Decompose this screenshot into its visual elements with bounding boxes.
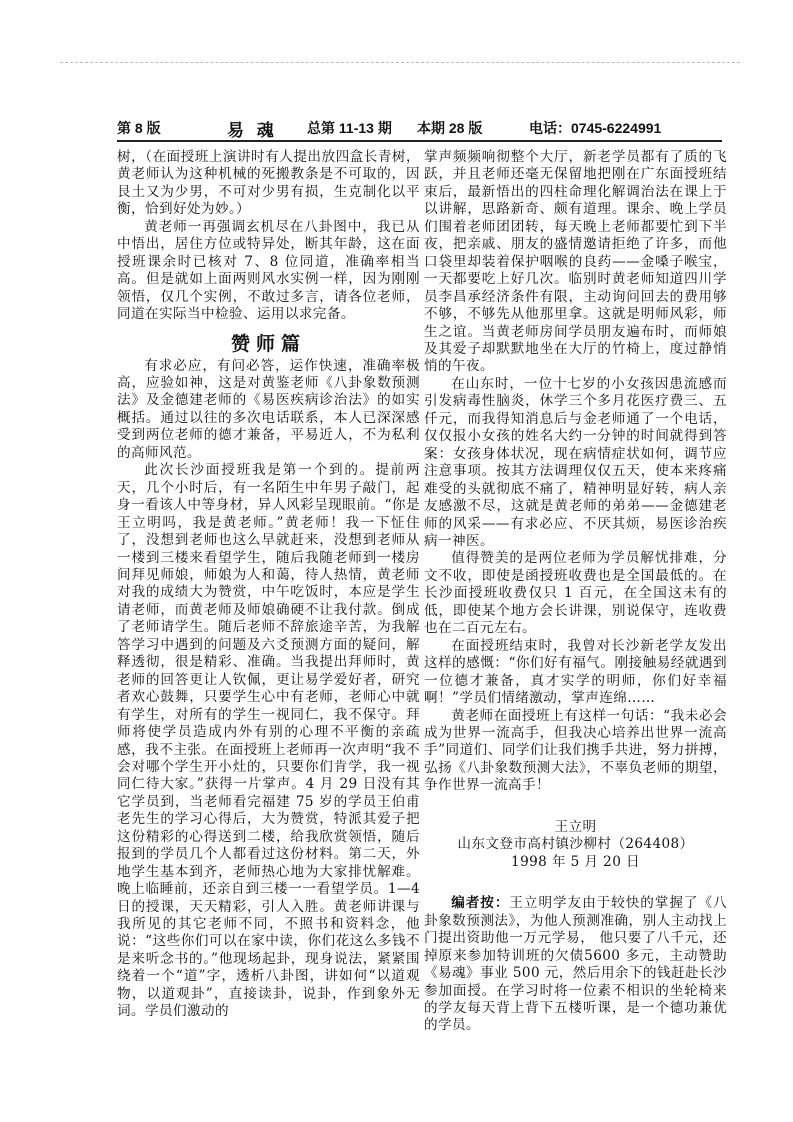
paragraph: 在山东时，一位十七岁的小女孩因患流感而引发病毒性脑炎，休学三个多月花医疗费三、五仟元，而我得知消息后与金老师通了一个电话，仅仅报小女孩的姓名大约一分钟的时间就得到答案：女孩身体状况，现在病情症状如何，调节应注意事项。按其方法调理仅仅五天，使本来疼痛难受的头就彻底不痛了，精神明显好转，病人亲友感激不尽，这就是黄老师的弟弟——金德建老师的风采——有求必应、不厌其烦，易医诊治疾病一神医。: [424, 375, 727, 549]
right-column: [424, 149, 727, 1035]
paragraph: 树，（在面授班上演讲时有人提出放四盒长青树，黄老师认为这种机械的死搬教条是不可取的，因艮土又为少男，不可对少男有损，生克制化以平衡，恰到好处为妙。）: [117, 149, 420, 218]
issue-total: 总第 11-13 期: [307, 120, 392, 136]
paragraph: 在面授班结束时，我曾对长沙新老学友发出这样的感慨：“你们好有福气。刚接触易经就遇到一位德才兼备，真才实学的明师，你们好幸福啊！”学员们情绪激动，掌声连绵……: [424, 637, 727, 707]
paragraph: 黄老师一再强调玄机尽在八卦图中，我已从中悟出，居住方位或特异处，断其年龄，这在面授班课余时已核对 7、8 位同道，准确率相当高。但是就如上面两则风水实例一样，因为刚刚领悟，仅几个实例，不敢过多言，请各位老师，同道在实际当中检验、运用以求完备。: [117, 218, 420, 323]
newspaper-name: 易 魂: [227, 121, 278, 140]
editor-note: [424, 895, 727, 1035]
paragraph: 掌声频频响彻整个大厅，新老学员都有了质的飞跃，并且老师还毫无保留地把刚在广东面授班结束后，最新悟出的四柱命理化解调治法在课上于以讲解，思路新奇、颇有道理。课余、晚上学员们围着老师团团转，每天晚上老师都要忙到下半夜，把亲戚、朋友的盛情邀请拒绝了许多，而他口袋里却装着保护咽喉的良药——金嗓子喉宝，一天都要吃上好几次。临别时黄老师知道四川学员李昌承经济条件有限，主动询问回去的费用够不够，不够先从他那里拿。这就是明师风彩，师生之谊。当黄老师房间学员朋友遍布时，而师娘及其爱子却默默地坐在大厅的竹椅上，度过静悄悄的午夜。: [424, 149, 727, 375]
author-name: 王立明: [554, 818, 597, 835]
paragraph: 此次长沙面授班我是第一个到的。提前两天，几个小时后，有一名陌生中年男子敲门，起身一看该人中等身材，异人风彩呈现眼前。“你是王立明吗，我是黄老师。”黄老师！我一下怔住了，没想到老师也这么早就赶来，没想到老师从一楼到三楼来看望学生，随后我随老师到一楼房间拜见师娘，师娘为人和蔼，待人热情，黄老师对我的成绩大为赞赏，中午吃饭时，本应是学生请老师，而黄老师及师娘确硬不让我付款。倒成了老师请学生。随后老师不辞旅途辛苦，为我解答学习中遇到的问题及六爻预测方面的疑问，解释透彻，很是精彩、准确。当我提出拜师时，黄老师的回答更让人钦佩，更让易学爱好者，研究者欢心鼓舞，只要学生心中有老师，老师心中就有学生，对所有的学生一视同仁，我不保守。拜师将使学员造成内外有别的心理不平衡的亲疏感，我不主张。在面授班上老师再一次声明“我不会对哪个学生开小灶的，只要你们肯学，我一视同仁待大家。”获得一片掌声。4 月 29 日没有其它学员到，当老师看完福建 75 岁的学员王伯甫老先生的学习心得后，大为赞赏，特派其爱子把这份精彩的心得送到二楼，给我欣赏领悟，随后报到的学员几个人都看过这份材料。第二天，外地学生基本到齐，老师热心地为大家排忧解难。晚上临睡前，还亲自到三楼一一看望学员。1—4 日的授课，天天精彩，引人入胜。黄老师讲课与我所见的其它老师不同，不照书和资料念，他说：“这些你们可以在家中读，你们花这么多钱不是来听念书的。”他现场起卦，现身说法，紧紧围绕着一个“道”字，透析八卦图，讲如何“以道观物，以道观卦”，直接读卦，说卦，作到象外无词。学员们激动的: [117, 462, 420, 1020]
article-date: 1998 年 5 月 20 日: [511, 853, 640, 870]
scan-edge-line: [60, 62, 740, 63]
page-header: [117, 118, 722, 138]
paragraph: 有求必应，有问必答，运作快速，准确率极高，应验如神，这是对黄鉴老师《八卦象数预测法》及金德建老师的《易医疾病诊治法》的如实概括。通过以往的多次电话联系，本人已深深感受到两位老师的德才兼备，平易近人，不为私利的高师风范。: [117, 357, 420, 461]
paragraph: 值得赞美的是两位老师为学员解忧排难，分文不收，即使是函授班收费也是全国最低的。在长沙面授班收费仅只 1 百元，在全国这未有的低，即使某个地方会长讲课，别说保守，连收费也在二百元左右。: [424, 550, 727, 637]
editor-note-label: 编者按：: [451, 895, 510, 912]
page-number: 第 8 版: [117, 120, 161, 136]
phone-number: 电话：0745-6224991: [529, 120, 662, 136]
editor-note-text: 王立明学友由于较快的掌握了《八卦象数预测法》，为他人预测准确，别人主动找上门提出资助他一万元学易， 他只要了八千元，还掉原来参加特训班的欠债5600 多元，主动赞助《易魂》事业 500 元，然后用余下的钱赶赴长沙参加面授。在学习时将一位素不相识的坐轮椅来的学友每天背上背下五楼听课，是一个德功兼优的学员。: [424, 895, 727, 1034]
author-address: 山东文登市高村镇沙柳村（264408）: [457, 836, 694, 853]
paragraph: 黄老师在面授班上有这样一句话：“我未必会成为世界一流高手，但我决心培养出世界一流高手”同道们、同学们让我们携手共进，努力拼搏，弘扬《八卦象数预测大法》，不辜负老师的期望，争作世界一流高手！: [424, 707, 727, 794]
issue-pages: 本期 28 版: [417, 120, 483, 136]
left-column: [117, 149, 420, 1021]
section-title: 赞师篇: [230, 333, 306, 355]
header-rule: [117, 140, 722, 142]
